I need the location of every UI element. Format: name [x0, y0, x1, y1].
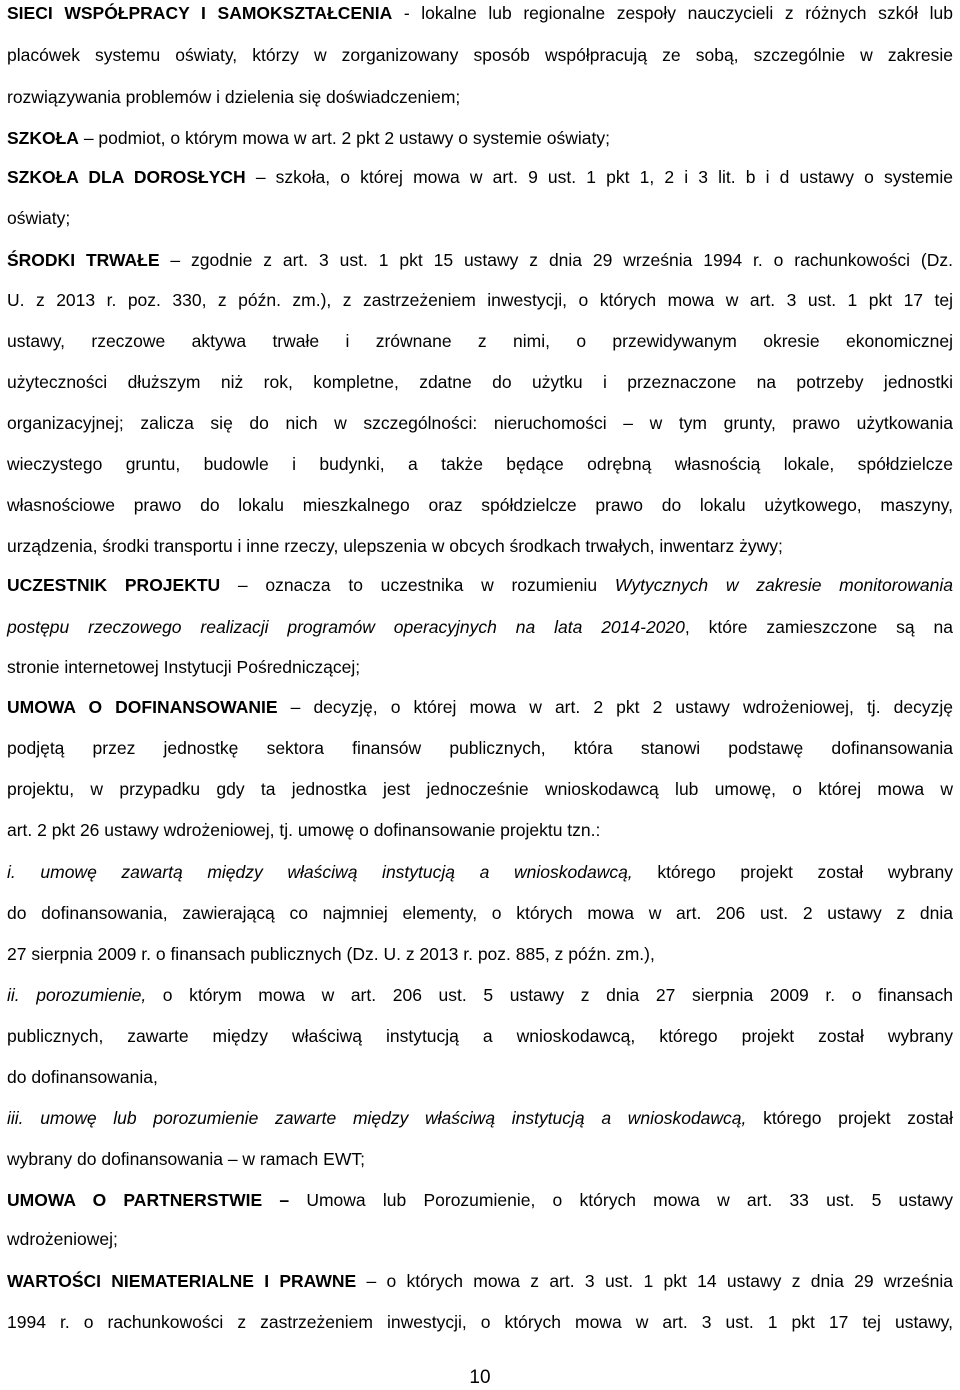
term-heading: SIECI WSPÓŁPRACY I SAMOKSZTAŁCENIA [7, 3, 393, 23]
body-text: art. 2 pkt 26 ustawy wdrożeniowej, tj. umowę o dofinansowanie projektu tzn.: [7, 820, 601, 840]
text-line [7, 1268, 953, 1294]
text-line [7, 817, 953, 843]
text-line [7, 776, 953, 802]
body-text: ustawy, rzeczowe aktywa trwałe i zrównane z nimi, o przewidywanym okresie ekonomicznej [7, 331, 953, 351]
body-text: projektu, w przypadku gdy ta jednostka jest jednocześnie wnioskodawcą lub umowę, o której mowa w [7, 779, 953, 799]
body-text: – oznacza to uczestnika w rozumieniu [220, 575, 615, 595]
body-text: - lokalne lub regionalne zespoły nauczycieli z różnych szkół lub [392, 3, 953, 23]
body-text: – podmiot, o którym mowa w art. 2 pkt 2 ustawy o systemie oświaty; [78, 128, 610, 148]
body-text: oświaty; [7, 208, 71, 228]
text-line [7, 1105, 953, 1131]
body-text: publicznych, zawarte między właściwą instytucją a wnioskodawcą, którego projekt został wybrany [7, 1026, 953, 1046]
italic-text: postępu rzeczowego realizacji programów operacyjnych na lata 2014-2020 [7, 617, 685, 637]
body-text: wdrożeniowej; [7, 1229, 118, 1249]
page-number: 10 [469, 1367, 491, 1388]
body-text: 1994 r. o rachunkowości z zastrzeżeniem inwestycji, o których mowa w art. 3 ust. 1 pkt 17 tej ustawy, [7, 1312, 953, 1332]
text-line [7, 369, 953, 395]
text-line [7, 328, 953, 354]
body-text: 27 sierpnia 2009 r. o finansach publicznych (Dz. U. z 2013 r. poz. 885, z późn. zm.), [7, 944, 655, 964]
text-line [7, 0, 953, 26]
body-text: wieczystego gruntu, budowle i budynki, a także będące odrębną własnością lokale, spółdzielcze [7, 454, 953, 474]
text-line [7, 287, 953, 313]
text-line [7, 42, 953, 68]
text-line [7, 900, 953, 926]
body-text: – zgodnie z art. 3 ust. 1 pkt 15 ustawy z dnia 29 września 1994 r. o rachunkowości (Dz. [159, 250, 953, 270]
text-line [7, 164, 953, 190]
text-line [7, 84, 953, 110]
text-line [7, 451, 953, 477]
italic-text: Wytycznych w zakresie monitorowania [614, 575, 953, 595]
italic-text: i. umowę zawartą między właściwą instytucją a wnioskodawcą, [7, 862, 633, 882]
term-heading: SZKOŁA DLA DOROSŁYCH [7, 167, 246, 187]
body-text: – szkoła, o której mowa w art. 9 ust. 1 pkt 1, 2 i 3 lit. b i d ustawy o systemie [245, 167, 953, 187]
text-line [7, 694, 953, 720]
body-text: , które zamieszczone są na [684, 617, 953, 637]
italic-text: iii. umowę lub porozumienie zawarte między właściwą instytucją a wnioskodawcą, [7, 1108, 747, 1128]
body-text: organizacyjnej; zalicza się do nich w szczególności: nieruchomości – w tym grunty, prawo użytkowania [7, 413, 953, 433]
text-line [7, 205, 953, 231]
body-text: o którym mowa w art. 206 ust. 5 ustawy z dnia 27 sierpnia 2009 r. o finansach [146, 985, 954, 1005]
body-text: – o których mowa z art. 3 ust. 1 pkt 14 ustawy z dnia 29 września [356, 1271, 953, 1291]
text-line [7, 1226, 953, 1252]
body-text: do dofinansowania, [7, 1067, 158, 1087]
body-text: do dofinansowania, zawierającą co najmniej elementy, o których mowa w art. 206 ust. 2 ustawy z dnia [7, 903, 953, 923]
text-line [7, 1309, 953, 1335]
body-text: U. z 2013 r. poz. 330, z późn. zm.), z zastrzeżeniem inwestycji, o których mowa w art. 3 ust. 1 pkt 17 tej [7, 290, 953, 310]
body-text: wybrany do dofinansowania – w ramach EWT; [7, 1149, 365, 1169]
body-text: rozwiązywania problemów i dzielenia się doświadczeniem; [7, 87, 461, 107]
text-line [7, 614, 953, 640]
body-text: którego projekt został wybrany [632, 862, 953, 882]
text-line [7, 1023, 953, 1049]
body-text: Umowa lub Porozumienie, o których mowa w art. 33 ust. 5 ustawy [289, 1190, 953, 1210]
term-heading: UMOWA O PARTNERSTWIE – [7, 1190, 290, 1210]
text-line [7, 982, 953, 1008]
body-text: podjętą przez jednostkę sektora finansów publicznych, która stanowi podstawę dofinansowania [7, 738, 953, 758]
term-heading: UCZESTNIK PROJEKTU [7, 575, 221, 595]
text-line [7, 533, 953, 559]
term-heading: WARTOŚCI NIEMATERIALNE I PRAWNE [7, 1271, 357, 1291]
body-text: użyteczności dłuższym niż rok, kompletne, zdatne do użytku i przeznaczone na potrzeby jednostki [7, 372, 953, 392]
text-line [7, 1064, 953, 1090]
term-heading: ŚRODKI TRWAŁE [7, 250, 160, 270]
text-line [7, 572, 953, 598]
body-text: urządzenia, środki transportu i inne rzeczy, ulepszenia w obcych środkach trwałych, inwentarz żywy; [7, 536, 783, 556]
text-line [7, 1187, 953, 1213]
italic-text: ii. porozumienie, [7, 985, 147, 1005]
text-line [7, 247, 953, 273]
text-line [7, 941, 953, 967]
term-heading: SZKOŁA [7, 128, 79, 148]
body-text: – decyzję, o której mowa w art. 2 pkt 2 ustawy wdrożeniowej, tj. decyzję [277, 697, 953, 717]
text-line [7, 1146, 953, 1172]
body-text: stronie internetowej Instytucji Pośredniczącej; [7, 657, 361, 677]
text-line [7, 735, 953, 761]
text-line [7, 654, 953, 680]
body-text: placówek systemu oświaty, którzy w zorganizowany sposób współpracują ze sobą, szczególnie w zakresie [7, 45, 953, 65]
body-text: własnościowe prawo do lokalu mieszkalnego oraz spółdzielcze prawo do lokalu użytkowego, maszyny, [7, 495, 953, 515]
text-line [7, 410, 953, 436]
text-line [7, 859, 953, 885]
term-heading: UMOWA O DOFINANSOWANIE [7, 697, 278, 717]
body-text: którego projekt został [746, 1108, 954, 1128]
text-line [7, 125, 953, 151]
text-line [7, 492, 953, 518]
